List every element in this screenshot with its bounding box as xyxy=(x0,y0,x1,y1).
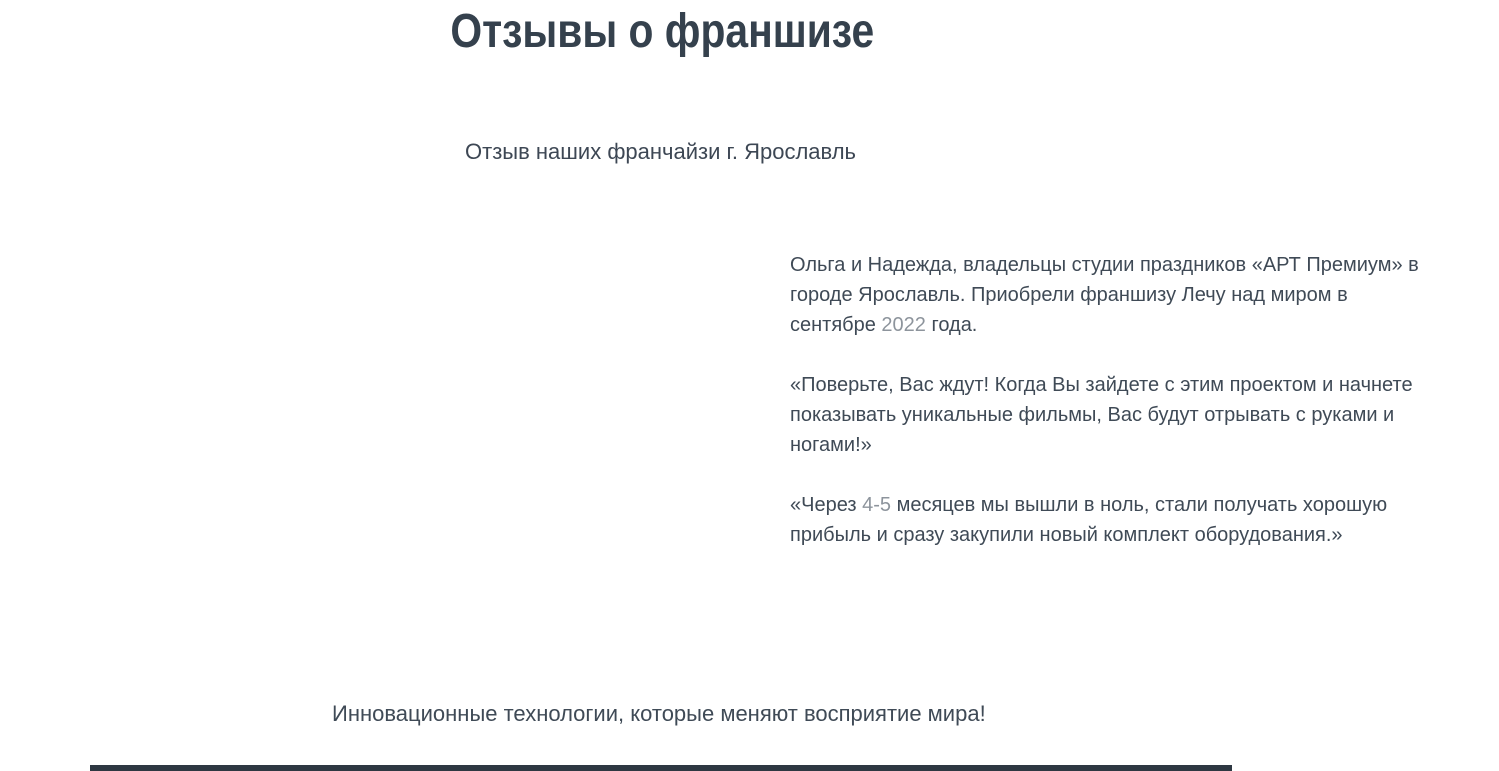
bottom-section-divider xyxy=(90,765,1232,771)
video-caption: Отзыв наших франчайзи г. Ярославль xyxy=(465,139,856,164)
section-title: Отзывы о франшизе xyxy=(450,5,875,58)
section-title-wrap xyxy=(90,6,1235,59)
video-embed-placeholder xyxy=(90,200,770,660)
review-paragraph: «Через 4-5 месяцев мы вышли в ноль, стали получать хорошую прибыль и сразу закупили новый комплект оборудования.» xyxy=(790,494,1388,546)
review-paragraph: «Поверьте, Вас ждут! Когда Вы зайдете с этим проектом и начнете показывать уникальные фильмы, Вас будут отрывать с руками и ногами!» xyxy=(790,374,1413,456)
slogan-text: Инновационные технологии, которые меняют восприятие мира! xyxy=(332,701,986,726)
review-text-block xyxy=(790,250,1438,550)
review-paragraph: Ольга и Надежда, владельцы студии праздников «АРТ Премиум» в городе Ярославль. Приобрели франшизу Лечу над миром в сентябре 2022 года. xyxy=(790,254,1419,336)
